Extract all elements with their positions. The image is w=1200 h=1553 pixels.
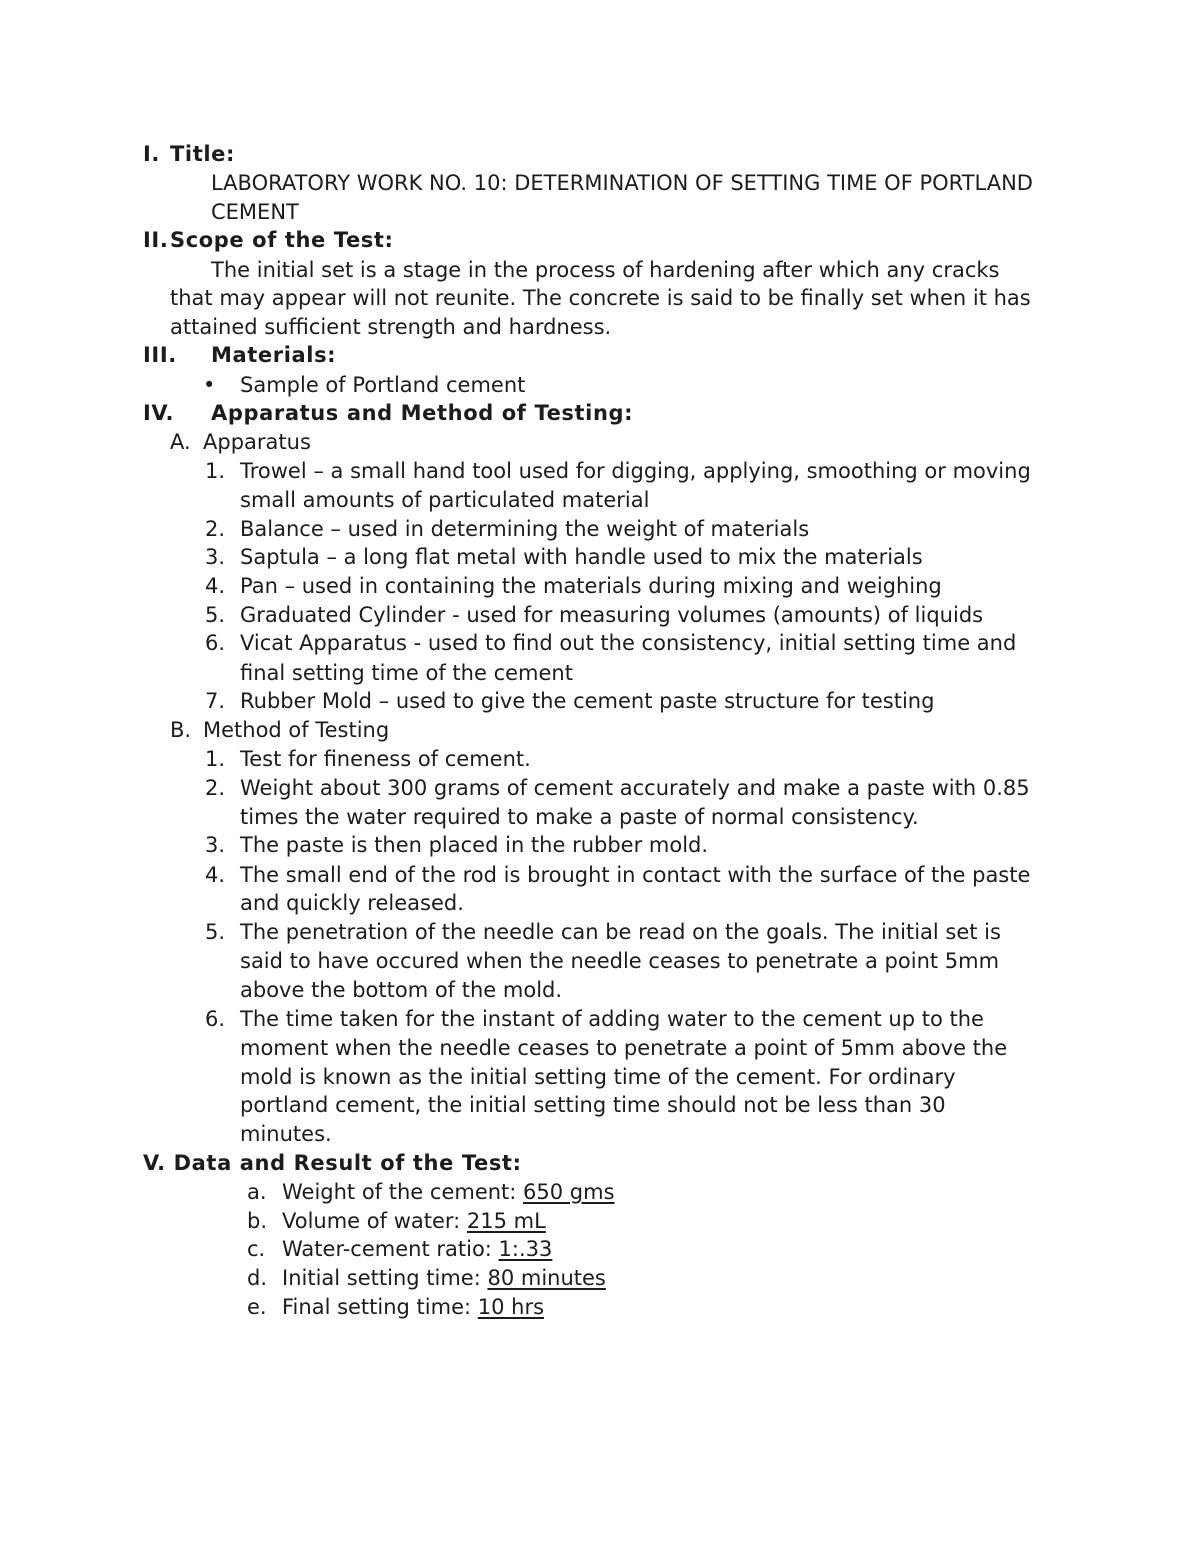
method-step-1-number: 1.	[205, 747, 226, 771]
section-3-heading: Materials:	[211, 343, 337, 367]
apparatus-item-1-line-1: Trowel – a small hand tool used for digging, applying, smoothing or moving	[240, 459, 1031, 483]
method-step-6-number: 6.	[205, 1007, 226, 1031]
method-step-1-line-1: Test for fineness of cement.	[240, 747, 531, 771]
result-c-letter: c.	[247, 1237, 266, 1261]
method-step-6-line-3: mold is known as the initial setting time of the cement. For ordinary	[240, 1065, 956, 1089]
apparatus-item-1-line-2: small amounts of particulated material	[240, 488, 650, 512]
apparatus-item-5-number: 5.	[205, 603, 226, 627]
result-water-label: Volume of water:	[282, 1209, 467, 1233]
method-step-2-number: 2.	[205, 776, 226, 800]
apparatus-item-3-number: 3.	[205, 545, 226, 569]
apparatus-item-6-number: 6.	[205, 631, 226, 655]
result-d-letter: d.	[247, 1266, 268, 1290]
apparatus-item-2-number: 2.	[205, 517, 226, 541]
subsection-a-letter: A.	[170, 430, 191, 454]
subsection-a-label: Apparatus	[203, 430, 311, 454]
method-step-6-line-1: The time taken for the instant of adding water to the cement up to the	[240, 1007, 984, 1031]
method-step-5-line-2: said to have occured when the needle ceases to penetrate a point 5mm	[240, 949, 1000, 973]
result-row-final-set	[282, 1293, 544, 1322]
apparatus-item-2-line-1: Balance – used in determining the weight of materials	[240, 517, 810, 541]
result-e-letter: e.	[247, 1295, 267, 1319]
result-initial-set-label: Initial setting time:	[282, 1266, 488, 1290]
result-row-water	[282, 1207, 546, 1236]
result-ratio-value: 1:.33	[498, 1237, 553, 1261]
result-row-weight	[282, 1178, 615, 1207]
method-step-5-number: 5.	[205, 920, 226, 944]
lab-title-line-1: LABORATORY WORK NO. 10: DETERMINATION OF SETTING TIME OF PORTLAND	[211, 171, 1033, 195]
apparatus-item-4-line-1: Pan – used in containing the materials during mixing and weighing	[240, 574, 942, 598]
apparatus-item-4-number: 4.	[205, 574, 226, 598]
result-final-set-value: 10 hrs	[477, 1295, 545, 1319]
method-step-4-line-1: The small end of the rod is brought in contact with the surface of the paste	[240, 863, 1031, 887]
result-final-set-label: Final setting time:	[282, 1295, 478, 1319]
result-a-letter: a.	[247, 1180, 267, 1204]
section-1-heading: Title:	[170, 142, 236, 166]
section-4-heading: Apparatus and Method of Testing:	[211, 401, 634, 425]
method-step-5-line-1: The penetration of the needle can be read on the goals. The initial set is	[240, 920, 1001, 944]
section-2-heading: Scope of the Test:	[170, 228, 394, 252]
method-step-5-line-3: above the bottom of the mold.	[240, 978, 563, 1002]
section-4-numeral: IV.	[143, 401, 175, 425]
method-step-3-line-1: The paste is then placed in the rubber mold.	[240, 833, 709, 857]
result-water-value: 215 mL	[466, 1209, 546, 1233]
apparatus-item-7-number: 7.	[205, 689, 226, 713]
scope-paragraph-line-1: The initial set is a stage in the process of hardening after which any cracks	[211, 258, 1000, 282]
method-step-2-line-1: Weight about 300 grams of cement accurately and make a paste with 0.85	[240, 776, 1030, 800]
result-ratio-label: Water-cement ratio:	[282, 1237, 499, 1261]
method-step-6-line-2: moment when the needle ceases to penetrate a point of 5mm above the	[240, 1036, 1008, 1060]
method-step-2-line-2: times the water required to make a paste of normal consistency.	[240, 805, 919, 829]
method-step-4-number: 4.	[205, 863, 226, 887]
result-weight-value: 650 gms	[523, 1180, 615, 1204]
scope-paragraph-line-2: that may appear will not reunite. The concrete is said to be finally set when it has	[170, 286, 1031, 310]
material-item: Sample of Portland cement	[240, 373, 526, 397]
section-5-heading: V. Data and Result of the Test:	[143, 1151, 522, 1175]
result-initial-set-value: 80 minutes	[487, 1266, 606, 1290]
method-step-6-line-4: portland cement, the initial setting time should not be less than 30	[240, 1093, 946, 1117]
lab-title-line-2: CEMENT	[211, 200, 299, 224]
section-3-numeral: III.	[143, 343, 177, 367]
apparatus-item-3-line-1: Saptula – a long flat metal with handle used to mix the materials	[240, 545, 923, 569]
result-weight-label: Weight of the cement:	[282, 1180, 524, 1204]
apparatus-item-6-line-2: final setting time of the cement	[240, 661, 573, 685]
method-step-4-line-2: and quickly released.	[240, 891, 464, 915]
result-b-letter: b.	[247, 1209, 268, 1233]
section-2-numeral: II.	[143, 228, 169, 252]
scope-paragraph-line-3: attained sufficient strength and hardness.	[170, 315, 612, 339]
subsection-b-letter: B.	[170, 718, 192, 742]
method-step-6-line-5: minutes.	[240, 1122, 332, 1146]
apparatus-item-1-number: 1.	[205, 459, 226, 483]
section-1-numeral: I.	[143, 142, 160, 166]
result-row-ratio	[282, 1235, 552, 1264]
apparatus-item-7-line-1: Rubber Mold – used to give the cement paste structure for testing	[240, 689, 935, 713]
apparatus-item-6-line-1: Vicat Apparatus - used to find out the consistency, initial setting time and	[240, 631, 1017, 655]
bullet-icon: •	[203, 373, 216, 397]
result-row-initial-set	[282, 1264, 606, 1293]
subsection-b-label: Method of Testing	[203, 718, 390, 742]
method-step-3-number: 3.	[205, 833, 226, 857]
apparatus-item-5-line-1: Graduated Cylinder - used for measuring volumes (amounts) of liquids	[240, 603, 984, 627]
